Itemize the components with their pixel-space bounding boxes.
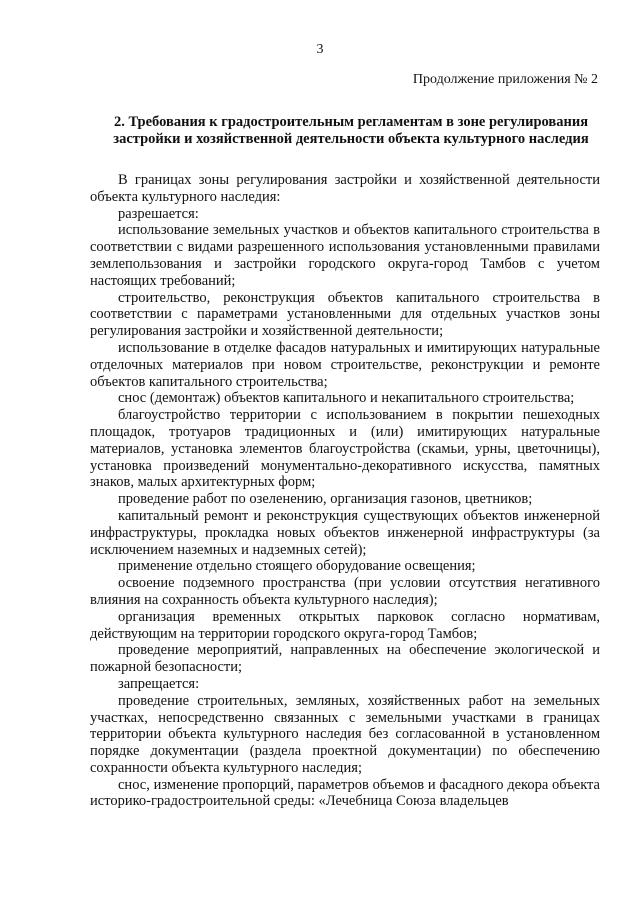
paragraph: капитальный ремонт и реконструкция существующих объектов инженерной инфраструктуры, прокладка новых объектов инженерной инфраструктуры (за исключением наземных и надземных сетей);	[90, 507, 600, 558]
paragraph: запрещается:	[118, 675, 200, 692]
paragraph: использование в отделке фасадов натуральных и имитирующих натуральные отделочных материалов при новом строительстве, реконструкции и ремонте объектов капитального строительства;	[90, 339, 600, 390]
paragraph: В границах зоны регулирования застройки и хозяйственной деятельности объекта культурного наследия:	[90, 172, 600, 205]
paragraph: освоение подземного пространства (при условии отсутствия негативного влияния на сохранность объекта культурного наследия);	[90, 575, 600, 608]
paragraph: благоустройство территории с использованием в покрытии пешеходных площадок, тротуаров традиционных и (или) имитирующих натуральные материалов, установка элементов благоустройства (скамьи, урны, цветочницы), установка произведений монументально-декоративного искусства, памятных знаков, малых архитектурных форм;	[90, 407, 600, 491]
section-heading: 2. Требования к градостроительным регламентам в зоне регулирования застройки и хозяйственной деятельности объекта культурного наследия	[113, 114, 589, 147]
paragraph: проведение работ по озеленению, организация газонов, цветников;	[118, 491, 533, 508]
paragraph: снос (демонтаж) объектов капитального и некапитального строительства;	[118, 390, 575, 407]
paragraph: применение отдельно стоящего оборудование освещения;	[118, 558, 476, 575]
paragraph: использование земельных участков и объектов капитального строительства в соответствии с видами разрешенного использования установленными правилами землепользования и застройки городского округа-город Тамбов с учетом настоящих требований;	[90, 222, 600, 289]
paragraph: разрешается:	[118, 205, 199, 222]
paragraph: снос, изменение пропорций, параметров объемов и фасадного декора объекта историко-градостроительной среды: «Лечебница Союза владельцев	[90, 776, 600, 810]
paragraph: проведение мероприятий, направленных на обеспечение экологической и пожарной безопасности;	[90, 642, 600, 676]
paragraph: организация временных открытых парковок согласно нормативам, действующим на территории городского округа-город Тамбов;	[90, 608, 600, 642]
document-body	[90, 172, 600, 810]
page-number: 3	[316, 42, 324, 57]
continuation-note: Продолжение приложения № 2	[412, 72, 598, 87]
paragraph: проведение строительных, земляных, хозяйственных работ на земельных участках, непосредственно связанных с земельными участками в границах территории объекта культурного наследия без согласованной в установленном порядке документации (раздела проектной документации) по обеспечению сохранности объекта культурного наследия;	[90, 692, 600, 776]
paragraph: строительство, реконструкция объектов капитального строительства в соответствии с параметрами установленными для отдельных участков зоны регулирования застройки и хозяйственной деятельности;	[90, 289, 600, 340]
